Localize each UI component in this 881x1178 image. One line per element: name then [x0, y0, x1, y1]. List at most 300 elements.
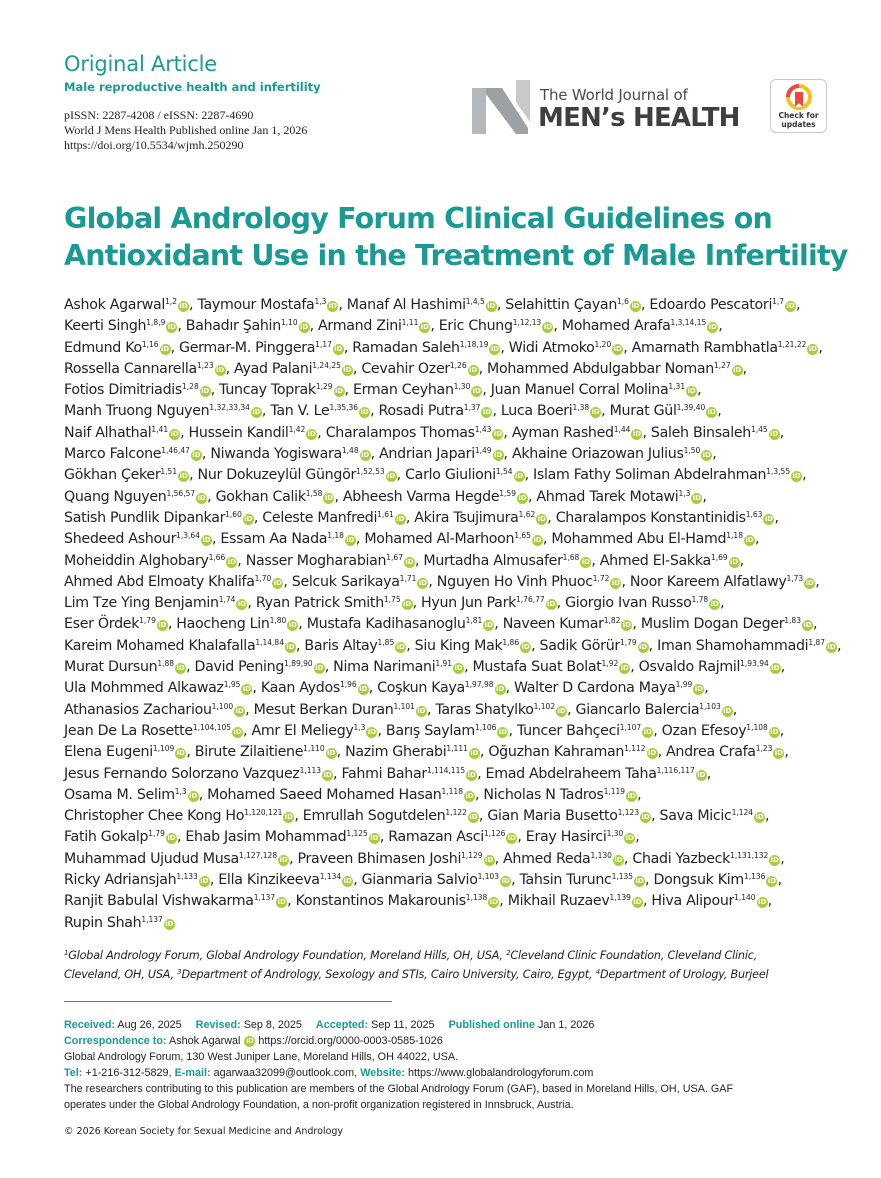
author-name: Gökhan Çeker [64, 467, 161, 484]
author-line: Ahmed Abd Elmoaty Khalifa$^{1,70}$ iD, Selcuk Sarikaya$^{1,71}$ iD, Nguyen Ho Vinh Phuoc$^{1,72}$ iD, Noor Kareem Alfatlawy$^{1,73}$ iD, [64, 573, 820, 590]
author-affiliation-numbers: 1,30 [453, 382, 471, 392]
author-name: Sadik Görür [539, 637, 620, 654]
author-name: Ehab Jasim Mohammad [185, 829, 347, 846]
author-name: Murtadha Almusafer [423, 552, 563, 569]
author-line: Keerti Singh$^{1,8,9}$ iD, Bahadır Şahin$^{1,10}$ iD, Armand Zini$^{1,11}$ iD, Eric Chung$^{1,12,13}$ iD, Mohamed Arafa$^{1,3,14,15}$ iD, [64, 318, 723, 335]
author-line: Edmund Ko$^{1,16}$ iD, Germar-M. Pinggera$^{1,17}$ iD, Ramadan Saleh$^{1,18,19}$ iD, Widi Atmoko$^{1,20}$ iD, Amarnath Rambhatla$^{1,21,22}$ iD, [64, 339, 823, 356]
author-affiliation-numbers: 1,138 [465, 893, 488, 903]
author-name: Widi Atmoko [508, 339, 595, 356]
orcid-icon[interactable]: iD [324, 493, 334, 502]
orcid-icon[interactable]: iD [639, 642, 648, 651]
orcid-icon[interactable]: iD [315, 664, 324, 673]
orcid-icon[interactable]: iD [472, 387, 481, 396]
author-affiliation-numbers: 1,120,121 [244, 808, 283, 818]
author-affiliation-numbers: 1,76,77 [516, 595, 545, 605]
orcid-icon[interactable]: iD [467, 770, 476, 779]
author-affiliation-numbers: 1,112 [624, 744, 646, 754]
contact-line [64, 1065, 834, 1081]
author-line: Manh Truong Nguyen$^{1,32,33,34}$ iD, Tan V. Le$^{1,35,36}$ iD, Rosadi Putra$^{1,37}$ iD, Luca Boeri$^{1,38}$ iD, Murat Gül$^{1,39,40}$ iD, [64, 403, 722, 420]
orcid-icon[interactable]: iD [300, 323, 309, 332]
author-affiliation-numbers: 1,97,98 [464, 680, 494, 690]
orcid-icon[interactable]: iD [537, 514, 546, 523]
author-name: Ella Kinzikeeva [218, 872, 320, 889]
author-name: Mustafa Suat Bolat [472, 659, 602, 676]
author-affiliation-numbers: 1,62 [518, 509, 536, 519]
orcid-icon[interactable]: iD [557, 706, 566, 715]
author-name: Athanasios Zachariou [64, 701, 212, 718]
author-affiliation-numbers: 1,74 [218, 595, 236, 605]
accepted-label: Accepted: [315, 1019, 369, 1031]
orcid-icon[interactable]: iD [533, 536, 542, 545]
orcid-icon[interactable]: iD [370, 834, 379, 843]
author-affiliation-numbers: 1,14,84 [255, 637, 284, 647]
orcid-icon[interactable]: iD [745, 536, 754, 545]
correspondence-line [64, 1033, 834, 1049]
author-name: Ayman Rashed [511, 424, 614, 441]
author-name: Praveen Bhimasen Joshi [297, 850, 462, 867]
orcid-icon[interactable]: iD [242, 685, 251, 694]
orcid-icon[interactable]: iD [770, 855, 779, 864]
orcid-icon[interactable]: iD [774, 749, 783, 758]
author-affiliation-numbers: 1,122 [445, 808, 467, 818]
orcid-icon[interactable]: iD [420, 323, 429, 332]
author-affiliation-numbers: 1,75 [383, 595, 401, 605]
author-line: Rossella Cannarella$^{1,23}$ iD, Ayad Palani$^{1,24,25}$ iD, Cevahir Ozer$^{1,26}$ iD, Mohammed Abdulgabbar Noman$^{1,27}$ iD, [64, 360, 747, 377]
author-affiliation-numbers: 1,111 [446, 744, 468, 754]
author-name: Marco Falcone [64, 446, 162, 463]
orcid-icon[interactable]: iD [216, 365, 225, 374]
author-affiliation-numbers: 1,126 [483, 829, 506, 839]
orcid-icon[interactable]: iD [192, 451, 201, 460]
author-name: Mohamed Saeed Mohamed Hasan [207, 786, 442, 803]
author-affiliation-numbers: 1,61 [377, 509, 394, 519]
orcid-icon[interactable]: iD [487, 302, 496, 310]
author-name: Rossella Cannarella [64, 360, 197, 377]
author-name: Mustafa Kadihasanoglu [306, 616, 466, 633]
orcid-icon[interactable]: iD [343, 365, 352, 374]
tel-label: Tel: [64, 1067, 83, 1079]
author-affiliation-numbers: 1,119 [603, 786, 626, 796]
orcid-icon[interactable]: iD [723, 706, 732, 715]
author-affiliation-numbers: 1,32,33,34 [209, 403, 250, 413]
author-name: Luca Boeri [500, 403, 573, 420]
author-affiliation-numbers: 1,69 [710, 552, 728, 562]
author-name: Niwanda Yogiswara [210, 446, 342, 463]
journal-n-mark-icon [472, 80, 534, 134]
orcid-icon[interactable]: iD [521, 642, 530, 651]
orcid-icon[interactable]: iD [687, 387, 696, 396]
article-footer [64, 1017, 834, 1113]
author-name: Keerti Singh [64, 318, 147, 335]
orcid-icon[interactable]: iD [465, 791, 474, 800]
orcid-icon[interactable]: iD [498, 727, 508, 736]
orcid-icon[interactable]: iD [346, 536, 355, 545]
orcid-icon[interactable]: iD [493, 429, 503, 438]
orcid-icon[interactable]: iD [469, 813, 478, 822]
author-affiliation-numbers: 1,12,13 [512, 318, 542, 328]
orcid-icon[interactable]: iD [591, 408, 600, 417]
orcid-icon[interactable]: iD [252, 408, 261, 417]
author-name: Mohamed Arafa [561, 318, 671, 335]
author-affiliation-numbers: 1,140 [734, 893, 756, 903]
orcid-icon[interactable]: iD [490, 344, 499, 353]
author-affiliation-numbers: 1,3,55 [766, 467, 791, 477]
orcid-icon[interactable]: iD [757, 898, 767, 907]
orcid-icon[interactable]: iD [387, 472, 396, 481]
orcid-icon[interactable]: iD [233, 727, 242, 736]
orcid-icon[interactable]: iD [170, 429, 179, 438]
author-name: Murat Dursun [64, 659, 158, 676]
orcid-icon[interactable]: iD [167, 834, 176, 843]
orcid-icon[interactable]: iD [697, 770, 706, 779]
orcid-icon[interactable]: iD [631, 302, 640, 310]
orcid-icon[interactable]: iD [273, 578, 282, 587]
orcid-icon[interactable]: iD [237, 600, 246, 609]
author-affiliation-numbers: 1,114,115 [426, 765, 466, 775]
author-affiliation-numbers: 1,83 [784, 616, 801, 626]
author-name: Osama M. Selim [64, 786, 175, 803]
received-label: Received: [64, 1019, 116, 1031]
orcid-icon[interactable]: iD [627, 791, 636, 800]
orcid-icon[interactable]: iD [755, 813, 764, 822]
author-name: Iman Shamohammadi [657, 637, 809, 654]
author-affiliation-numbers: 1,28 [182, 382, 199, 392]
author-affiliation-numbers: 1,39,40 [676, 403, 706, 413]
author-affiliation-numbers: 1,63 [745, 509, 763, 519]
author-affiliation-numbers: 1,106 [474, 722, 497, 732]
author-affiliation-numbers: 1,72 [592, 573, 610, 583]
author-affiliation-numbers: 1,58 [305, 488, 323, 498]
author-name: Andrea Crafa [666, 744, 756, 761]
orcid-icon[interactable]: iD [730, 557, 739, 566]
orcid-icon[interactable]: iD [710, 600, 719, 609]
orcid-icon[interactable]: iD [771, 664, 780, 673]
author-name: Giorgio Ivan Russo [565, 595, 692, 612]
author-line: Naif Alhathal$^{1,41}$ iD, Hussein Kandil$^{1,42}$ iD, Charalampos Thomas$^{1,43}$ iD, Ayman Rashed$^{1,44}$ iD, Saleh Binsaleh$^{1,45}$ iD, [64, 424, 784, 441]
orcid-icon[interactable]: iD [786, 302, 795, 310]
orcid-icon[interactable]: iD [708, 323, 717, 332]
author-affiliation-numbers: 1,8,9 [146, 318, 166, 328]
orcid-icon[interactable]: iD [396, 514, 405, 523]
author-name: Hyun Jun Park [421, 595, 517, 612]
orcid-icon[interactable]: iD [165, 919, 174, 928]
orcid-icon[interactable]: iD [805, 578, 814, 587]
orcid-icon[interactable]: iD [493, 451, 503, 460]
author-affiliation-numbers: 1,88 [157, 659, 175, 669]
author-name: Gokhan Calik [215, 488, 306, 505]
author-name: Nazim Gherabi [345, 744, 447, 761]
orcid-icon[interactable]: iD [547, 600, 556, 609]
orcid-icon[interactable]: iD [179, 472, 188, 481]
author-name: Manaf Al Hashimi [346, 297, 466, 313]
orcid-icon[interactable]: iD [284, 813, 293, 822]
author-name: Akhaine Oriazowan Julius [511, 446, 684, 463]
author-name: Erman Ceyhan [352, 382, 454, 399]
author-line: Marco Falcone$^{1,46,47}$ iD, Niwanda Yogiswara$^{1,48}$ iD, Andrian Japari$^{1,49}$ iD, Akhaine Oriazowan Julius$^{1,50}$ iD, [64, 446, 717, 463]
orcid-icon[interactable]: iD [167, 323, 176, 332]
author-name: Osvaldo Rajmil [638, 659, 741, 676]
orcid-icon[interactable]: iD [307, 429, 316, 438]
orcid-icon[interactable]: iD [792, 472, 801, 481]
author-name: Ahmed El-Sakka [599, 552, 711, 569]
check-for-updates-label: Check for updates [778, 111, 819, 129]
author-name: Konstantinos Makarounis [295, 893, 466, 910]
orcid-icon[interactable]: iD [288, 621, 297, 630]
orcid-icon[interactable]: iD [489, 898, 498, 907]
orcid-icon[interactable]: iD [501, 877, 510, 886]
author-name: Emad Abdelraheem Taha [485, 765, 657, 782]
orcid-icon[interactable]: iD [482, 408, 492, 417]
email-label: E-mail: [174, 1067, 211, 1079]
orcid-icon[interactable]: iD [625, 834, 634, 843]
orcid-icon[interactable]: iD [635, 877, 644, 886]
author-affiliation-numbers: 1,35,36 [329, 403, 359, 413]
orcid-icon[interactable]: iD [514, 472, 524, 481]
author-name: Armand Zini [318, 318, 402, 335]
orcid-icon[interactable]: iD [647, 749, 657, 758]
footer-divider [64, 1001, 392, 1002]
article-title [64, 200, 848, 274]
orcid-icon[interactable]: iD [396, 642, 405, 651]
author-name: Ramazan Asci [388, 829, 484, 846]
orcid-icon[interactable]: iD [176, 664, 185, 673]
affiliation-text: Department of Andrology, Sexology and STIs, Cairo University, Cairo, Egypt, [181, 967, 596, 981]
author-line: Murat Dursun$^{1,88}$ iD, David Pening$^{1,89,90}$ iD, Nima Narimani$^{1,91}$ iD, Mustafa Suat Bolat$^{1,92}$ iD, Osvaldo Rajmil$^{1,93,94}$ iD, [64, 659, 786, 676]
orcid-icon[interactable]: iD [277, 898, 286, 907]
orcid-icon[interactable]: iD [543, 323, 552, 332]
orcid-icon[interactable]: iD [158, 621, 167, 630]
author-name: Fahmi Bahar [341, 765, 427, 782]
author-affiliation-numbers: 1,3,14,15 [670, 318, 707, 328]
author-name: Akira Tsujimura [414, 509, 519, 526]
orcid-icon[interactable]: iD [507, 834, 516, 843]
orcid-icon[interactable]: iD [334, 344, 343, 353]
orcid-icon[interactable]: iD [495, 685, 505, 694]
author-affiliation-numbers: 1,130 [590, 850, 612, 860]
orcid-icon[interactable]: iD [189, 791, 198, 800]
author-name: Gian Maria Busetto [487, 808, 618, 825]
author-name: Nima Narimani [333, 659, 436, 676]
orcid-icon[interactable]: iD [581, 557, 590, 566]
orcid-icon[interactable]: iD [402, 600, 412, 609]
orcid-icon[interactable]: iD [418, 578, 427, 587]
orcid-icon[interactable]: iD [633, 898, 642, 907]
author-affiliation-numbers: 1,51 [160, 467, 178, 477]
author-affiliation-numbers: 1,18 [327, 531, 344, 541]
author-affiliation-numbers: 1,3 [174, 786, 187, 796]
author-affiliation-numbers: 1,102 [533, 701, 556, 711]
author-name: Shedeed Ashour [64, 531, 177, 548]
orcid-icon[interactable]: iD [484, 855, 494, 864]
author-affiliation-numbers: 1,107 [619, 722, 642, 732]
orcid-icon[interactable]: iD [197, 493, 206, 502]
doi-link[interactable]: https://doi.org/10.5534/wjmh.250290 [64, 138, 244, 152]
author-affiliation-numbers: 1,50 [683, 446, 701, 456]
author-name: Mohamed Al-Marhoon [364, 531, 515, 548]
author-affiliation-numbers: 1,71 [399, 573, 417, 583]
author-line: Athanasios Zachariou$^{1,100}$ iD, Mesut Berkan Duran$^{1,101}$ iD, Taras Shatylko$^{1,102}$ iD, Giancarlo Balercia$^{1,103}$ iD, [64, 701, 737, 718]
author-affiliation-numbers: 1,103 [477, 872, 500, 882]
published-line: World J Mens Health Published online Jan 1, 2026 [64, 123, 308, 137]
orcid-icon[interactable]: iD [244, 514, 253, 523]
author-line: Shedeed Ashour$^{1,3,64}$ iD, Essam Aa Nada$^{1,18}$ iD, Mohamed Al-Marhoon$^{1,65}$ iD, Mohammed Abu El-Hamd$^{1,18}$ iD, [64, 531, 760, 548]
orcid-icon[interactable]: iD [733, 365, 742, 374]
author-affiliation-numbers: 1,21,22 [777, 339, 807, 349]
author-line: Ula Mohmmed Alkawaz$^{1,95}$ iD, Kaan Aydos$^{1,96}$ iD, Coşkun Kaya$^{1,97,98}$ iD, Walter D Cardona Maya$^{1,99}$ iD, [64, 680, 709, 697]
author-line: Ricky Adriansjah$^{1,133}$ iD, Ella Kinzikeeva$^{1,134}$ iD, Gianmaria Salvio$^{1,103}$ iD, Tahsin Turunc$^{1,135}$ iD, Dongsuk Kim$^{1,136}$ iD, [64, 872, 782, 889]
orcid-icon[interactable]: iD [702, 451, 711, 460]
affiliation-number: 4 [595, 967, 600, 976]
orcid-icon[interactable]: iD [200, 877, 209, 886]
orcid-icon[interactable]: iD [611, 578, 621, 587]
orcid-icon[interactable]: iD [417, 706, 426, 715]
author-affiliation-numbers: 1,6 [617, 297, 629, 306]
author-name: Nguyen Ho Vinh Phuoc [436, 573, 593, 590]
orcid-icon[interactable]: iD [454, 664, 463, 673]
affiliation-text: Cleveland, OH, USA, [64, 967, 178, 981]
orcid-icon[interactable]: iD [343, 877, 352, 886]
author-name: Gianmaria Salvio [361, 872, 478, 889]
affiliation-number: 3 [177, 967, 182, 976]
author-affiliation-numbers: 1,27 [713, 360, 731, 370]
author-name: Fatih Gokalp [64, 829, 149, 846]
orcid-icon[interactable]: iD [334, 387, 344, 396]
orcid-icon[interactable]: iD [279, 855, 288, 864]
orcid-icon[interactable]: iD [286, 642, 295, 651]
author-line: Eser Ördek$^{1,79}$ iD, Haocheng Lin$^{1,80}$ iD, Mustafa Kadihasanoglu$^{1,81}$ iD, Naveen Kumar$^{1,82}$ iD, Muslim Dogan Deger$^{1,83}$ iD, [64, 616, 818, 633]
orcid-icon[interactable]: iD [803, 621, 812, 630]
orcid-icon[interactable]: iD [160, 344, 170, 353]
author-name: Amr El Meliegy [251, 722, 354, 739]
orcid-icon[interactable]: iD [470, 749, 479, 758]
author-name: Amarnath Rambhatla [631, 339, 778, 356]
author-name: Noor Kareem Alfatlawy [629, 573, 787, 590]
orcid-icon[interactable]: iD [808, 344, 817, 353]
author-affiliation-numbers: 1,20 [594, 339, 612, 349]
author-name: Eser Ördek [64, 616, 140, 633]
author-name: Cevahir Ozer [361, 360, 450, 377]
orcid-icon[interactable]: iD [235, 706, 244, 715]
orcid-icon[interactable]: iD [359, 685, 368, 694]
author-affiliation-numbers: 1,109 [152, 744, 175, 754]
author-line: Gökhan Çeker$^{1,51}$ iD, Nur Dokuzeylül Güngör$^{1,52,53}$ iD, Carlo Giulioni$^{1,54}$ iD, Islam Fathy Soliman Abdelrahman$^{1,3,55}$ iD, [64, 467, 807, 484]
orcid-icon[interactable]: iD [323, 770, 332, 779]
check-for-updates-badge[interactable] [770, 79, 827, 133]
orcid-icon[interactable]: iD [246, 1038, 254, 1045]
author-affiliation-numbers: 1,108 [746, 722, 768, 732]
orcid-icon[interactable]: iD [484, 621, 493, 630]
orcid-icon[interactable]: iD [694, 685, 703, 694]
orcid-icon[interactable]: iD [405, 557, 414, 566]
orcid-icon[interactable]: iD [328, 302, 337, 310]
orcid-icon[interactable]: iD [632, 429, 642, 438]
orcid-icon[interactable]: iD [360, 408, 369, 417]
orcid-icon[interactable]: iD [469, 365, 478, 374]
orcid-icon[interactable]: iD [692, 493, 701, 502]
author-affiliation-numbers: 1,93,94 [740, 659, 769, 669]
author-name: Murat Gül [609, 403, 677, 420]
author-affiliation-numbers: 1,124 [731, 808, 754, 818]
author-affiliation-numbers: 1,3,64 [176, 531, 200, 541]
author-name: David Pening [194, 659, 285, 676]
author-name: Muhammad Ujudud Musa [64, 850, 239, 867]
author-name: Taymour Mostafa [197, 297, 315, 313]
author-affiliation-numbers: 1,60 [225, 509, 242, 519]
orcid-link[interactable]: https://orcid.org/0000-0003-0585-1026 [258, 1035, 443, 1047]
author-line: Ashok Agarwal$^{1,2}$ iD, Taymour Mostafa$^{1,3}$ iD, Manaf Al Hashimi$^{1,4,5}$ iD, Selahittin Çayan$^{1,6}$ iD, Edoardo Pescatori$^{1,7}$ iD, [64, 297, 801, 313]
orcid-icon[interactable]: iD [767, 877, 777, 886]
author-name: Mohammed Abdulgabbar Noman [487, 360, 714, 377]
author-name: Kaan Aydos [260, 680, 340, 697]
orcid-icon[interactable]: iD [360, 451, 370, 460]
published-date: Jan 1, 2026 [537, 1019, 595, 1031]
author-affiliation-numbers: 1,42 [288, 424, 306, 434]
author-affiliation-numbers: 1,131,132 [730, 850, 769, 860]
orcid-icon[interactable]: iD [367, 727, 377, 736]
author-line: Lim Tze Ying Benjamin$^{1,74}$ iD, Ryan Patrick Smith$^{1,75}$ iD, Hyun Jun Park$^{1,76,77}$ iD, Giorgio Ivan Russo$^{1,78}$ iD, [64, 595, 725, 612]
received-date: Aug 26, 2025 [117, 1019, 182, 1031]
orcid-icon[interactable]: iD [827, 642, 836, 651]
author-name: Ranjit Babulal Vishwakarma [64, 893, 254, 910]
author-affiliation-numbers: 1,125 [346, 829, 368, 839]
orcid-icon[interactable]: iD [622, 621, 631, 630]
affiliation-line [64, 947, 834, 966]
author-name: Mikhail Ruzaev [507, 893, 610, 910]
orcid-icon[interactable]: iD [707, 408, 716, 417]
orcid-icon[interactable]: iD [202, 536, 211, 545]
author-affiliation-numbers: 1,7 [772, 297, 785, 306]
author-name: Ayad Palani [234, 360, 313, 377]
orcid-icon[interactable]: iD [614, 855, 623, 864]
orcid-icon[interactable]: iD [643, 727, 652, 736]
correspondence-address: Global Andrology Forum, 130 West Juniper Lane, Moreland Hills, OH 44022, USA. [64, 1051, 459, 1063]
author-name: Ahmed Reda [503, 850, 591, 867]
orcid-icon[interactable]: iD [770, 429, 779, 438]
author-name: Ramadan Saleh [352, 339, 460, 356]
orcid-icon[interactable]: iD [613, 344, 622, 353]
author-name: Selahittin Çayan [505, 297, 618, 313]
author-name: Naif Alhathal [64, 424, 152, 441]
author-name: Christopher Chee Kong Ho [64, 808, 245, 825]
author-name: Elena Eugeni [64, 744, 153, 761]
author-affiliation-numbers: 1,101 [393, 701, 415, 711]
orcid-icon[interactable]: iD [179, 302, 188, 310]
author-affiliation-numbers: 1,43 [474, 424, 492, 434]
orcid-icon[interactable]: iD [641, 813, 650, 822]
orcid-icon[interactable]: iD [327, 749, 336, 758]
orcid-icon[interactable]: iD [764, 514, 774, 523]
author-name: Dongsuk Kim [653, 872, 744, 889]
author-name: Quang Nguyen [64, 488, 167, 505]
orcid-icon[interactable]: iD [620, 664, 629, 673]
author-name: Jean De La Rosette [64, 722, 193, 739]
author-affiliation-numbers: 1,123 [617, 808, 640, 818]
author-name: Saleh Binsaleh [650, 424, 751, 441]
tel-value: +1-216-312-5829, [85, 1067, 172, 1079]
orcid-icon[interactable]: iD [227, 557, 236, 566]
email-link[interactable]: agarwaa32099@outlook.com, [213, 1067, 358, 1079]
website-link[interactable]: https://www.globalandrologyforum.com [407, 1067, 594, 1079]
author-list [64, 295, 842, 934]
orcid-icon[interactable]: iD [518, 493, 527, 502]
orcid-icon[interactable]: iD [176, 749, 185, 758]
orcid-icon[interactable]: iD [201, 387, 210, 396]
orcid-icon[interactable]: iD [770, 727, 779, 736]
author-name: Essam Aa Nada [220, 531, 328, 548]
author-affiliation-numbers: 1,49 [474, 446, 492, 456]
accepted-date: Sep 11, 2025 [371, 1019, 435, 1031]
dates-line [64, 1017, 834, 1033]
